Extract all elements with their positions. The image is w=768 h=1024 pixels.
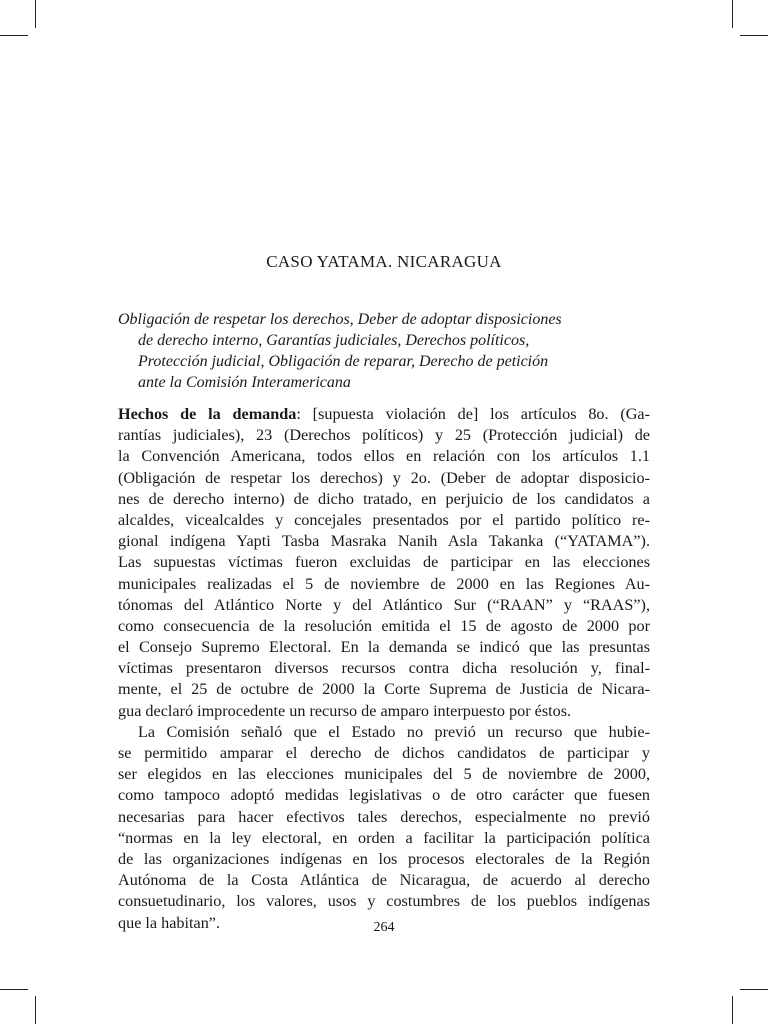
paragraph-line: rantías judiciales), 23 (Derechos políticos) y 25 (Protección judicial) de [118, 426, 650, 445]
crop-mark-top-right-horizontal [740, 35, 768, 36]
keywords-line: Protección judicial, Obligación de reparar, Derecho de petición [138, 353, 549, 370]
section-lead: Hechos de la demanda [118, 405, 297, 423]
paragraph-line: que la habitan”. [118, 913, 221, 932]
paragraph-line: el Consejo Supremo Electoral. En la demanda se indicó que las presuntas [118, 638, 650, 657]
paragraph-line: Autónoma de la Costa Atlántica de Nicaragua, de acuerdo al derecho [118, 871, 650, 890]
paragraph-line: alcaldes, vicealcaldes y concejales presentados por el partido político re- [118, 510, 650, 529]
crop-mark-bottom-right-horizontal [740, 989, 768, 990]
paragraph-line: nes de derecho interno) de dicho tratado, en perjuicio de los candidatos a [118, 489, 650, 508]
paragraph-line-text: : [supuesta violación de] los artículos 8o. (Ga- [296, 405, 650, 423]
crop-mark-top-right-vertical [732, 0, 733, 28]
paragraph-line: “normas en la ley electoral, en orden a facilitar la participación política [118, 828, 650, 847]
paragraph-line: de las organizaciones indígenas en los procesos electorales de la Región [118, 849, 650, 868]
paragraph-line: como consecuencia de la resolución emitida el 15 de agosto de 2000 por [118, 616, 650, 635]
paragraph-line: víctimas presentaron diversos recursos contra dicha resolución y, final- [118, 659, 650, 678]
paragraph-line: ser elegidos en las elecciones municipales del 5 de noviembre de 2000, [118, 765, 650, 784]
keywords-block [118, 309, 630, 393]
paragraph-line: como tampoco adoptó medidas legislativas o de otro carácter que fuesen [118, 786, 650, 805]
paragraph-line: mente, el 25 de octubre de 2000 la Corte Suprema de Justicia de Nicara- [118, 680, 650, 699]
crop-mark-bottom-left-vertical [35, 996, 36, 1024]
paragraph-line: municipales realizadas el 5 de noviembre de 2000 en las Regiones Au- [118, 574, 650, 593]
paragraph-line: (Obligación de respetar los derechos) y 2o. (Deber de adoptar disposicio- [118, 468, 650, 487]
keywords-line: ante la Comisión Interamericana [138, 374, 351, 391]
keywords-line: de derecho interno, Garantías judiciales, Derechos políticos, [138, 332, 530, 349]
crop-mark-top-left-vertical [35, 0, 36, 28]
crop-mark-bottom-left-horizontal [0, 989, 28, 990]
paragraph-line: consuetudinario, los valores, usos y costumbres de los pueblos indígenas [118, 892, 650, 911]
paragraph-line: se permitido amparar el derecho de dichos candidatos de participar y [118, 744, 650, 762]
body-text [118, 404, 650, 934]
paragraph-line: tónomas del Atlántico Norte y del Atlántico Sur (“RAAN” y “RAAS”), [118, 595, 650, 614]
crop-mark-bottom-right-vertical [732, 996, 733, 1024]
crop-mark-top-left-horizontal [0, 35, 28, 36]
paragraph-line: la Convención Americana, todos ellos en relación con los artículos 1.1 [118, 447, 650, 466]
paragraph-line: gional indígena Yapti Tasba Masraka Nanih Asla Takanka (“YATAMA”). [118, 532, 650, 551]
paragraph-line: Las supuestas víctimas fueron excluidas de participar en las elecciones [118, 553, 650, 572]
paragraph-line: La Comisión señaló que el Estado no previó un recurso que hubie- [138, 722, 650, 741]
paragraph-line: gua declaró improcedente un recurso de amparo interpuesto por éstos. [118, 701, 572, 720]
paragraph-line [118, 404, 650, 425]
page-number: 264 [373, 920, 395, 935]
paragraph-line: necesarias para hacer efectivos tales derechos, especialmente no previó [118, 807, 650, 826]
keywords-line: Obligación de respetar los derechos, Deber de adoptar disposiciones [118, 311, 562, 328]
page-title: CASO YATAMA. NICARAGUA [266, 252, 502, 271]
